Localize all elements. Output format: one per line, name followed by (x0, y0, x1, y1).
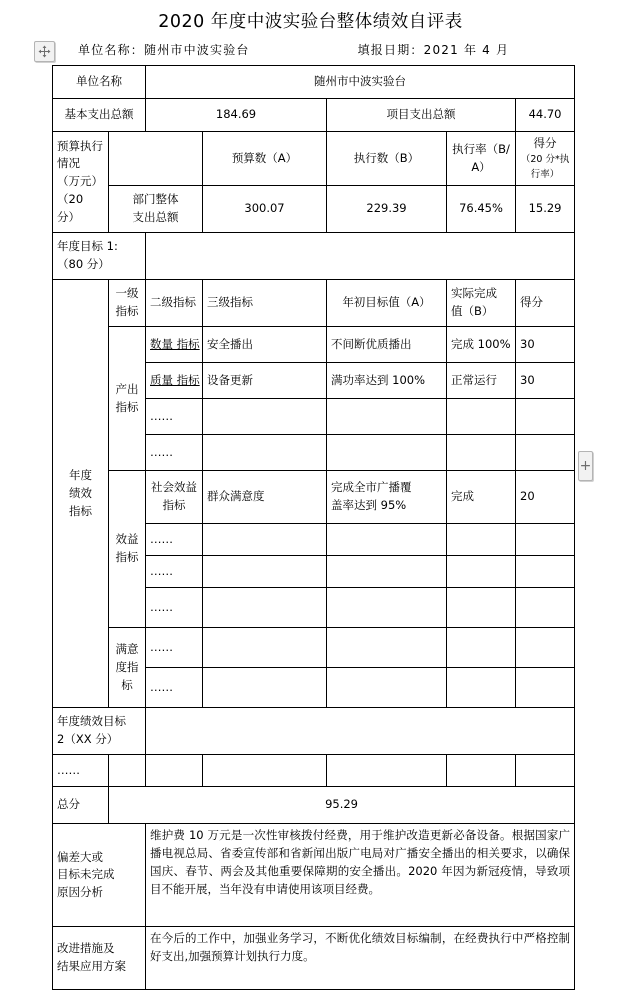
table-row-budget-exec-values (53, 186, 575, 233)
project-expense-label: 项目支出总额 (327, 99, 516, 132)
dept-total-expense-line2: 支出总额 (132, 210, 179, 225)
annual-performance-group-label (53, 280, 109, 708)
project-expense-value[interactable]: 44.70 (516, 99, 575, 132)
satisfaction-group-line2: 度指 (115, 659, 139, 674)
perf-group-line1: 年度 (69, 468, 92, 483)
benefit-row-2-level2[interactable]: …… (146, 524, 203, 556)
annual-target-1-content[interactable] (146, 233, 575, 280)
output-row-1-score[interactable]: 30 (516, 327, 575, 363)
execution-score-value[interactable]: 15.29 (516, 186, 575, 233)
benefit-row-2-actual[interactable] (447, 524, 516, 556)
benefit-row-3-level3[interactable] (203, 556, 327, 588)
benefit-row-2-target[interactable] (327, 524, 447, 556)
table-row-deviation-analysis (53, 824, 575, 927)
output-row-2-score[interactable]: 30 (516, 363, 575, 399)
benefit-row-4-actual[interactable] (447, 588, 516, 628)
benefit-row-1-level3[interactable]: 群众满意度 (203, 471, 327, 524)
insert-column-button[interactable] (578, 451, 593, 481)
benefit-row-1-target-line2: 盖率达到 95% (331, 498, 407, 513)
annual-target-2-line2: 2（XX 分） (57, 732, 119, 747)
satisfaction-row-2-score[interactable] (516, 668, 575, 708)
execution-rate-value[interactable]: 76.45% (447, 186, 516, 233)
benefit-row-3-actual[interactable] (447, 556, 516, 588)
output-row-2-level2[interactable]: 质量 指标 (146, 363, 203, 399)
basic-expense-value[interactable]: 184.69 (146, 99, 327, 132)
improvement-plan-label (53, 927, 146, 990)
benefit-row-1-level2[interactable] (146, 471, 203, 524)
ellipsis-row-cell-7[interactable] (516, 755, 575, 787)
satisfaction-row-1-score[interactable] (516, 628, 575, 668)
unit-name-value[interactable]: 随州市中波实验台 (146, 66, 575, 99)
perf-group-line2: 绩效 (69, 485, 92, 500)
unit-name-label: 单位名称 (53, 66, 146, 99)
annual-target-1-label (53, 233, 146, 280)
move-handle-icon (38, 45, 51, 58)
budget-amount-value[interactable]: 300.07 (203, 186, 327, 233)
table-row-total-score (53, 787, 575, 824)
benefit-group-line2: 指标 (115, 550, 139, 565)
deviation-analysis-text[interactable]: 维护费 10 万元是一次性审核拨付经费，用于维护改造更新必备设备。根据国家广播电视总局、省委宣传部和省新闻出版广电局对广播安全播出的相关要求，以确保国庆、春节、两会及其他重要保障期的安全播出。2020 年因为新冠疫情，导致项目不能开展，当年没有申请使用该项目经费。 (146, 824, 575, 927)
benefit-row-3-level2[interactable]: …… (146, 556, 203, 588)
satisfaction-row-2-level2[interactable]: …… (146, 668, 203, 708)
deviation-analysis-label (53, 824, 146, 927)
benefit-row-4-score[interactable] (516, 588, 575, 628)
annual-target-1-line1: 年度目标 1: (57, 239, 118, 254)
col-score-line1: 得分 (533, 136, 557, 150)
col-executed-amount: 执行数（B） (327, 132, 447, 186)
col-actual-value-line2: 值（B） (451, 304, 494, 319)
table-row-unit-name (53, 66, 575, 99)
satisfaction-row-1-target[interactable] (327, 628, 447, 668)
output-row-4-actual[interactable] (447, 435, 516, 471)
benefit-group-label (109, 471, 146, 628)
dept-total-expense-label (109, 186, 203, 233)
page-title: 2020 年度中波实验台整体绩效自评表 (158, 12, 463, 32)
annual-target-2-line1: 年度绩效目标 (57, 714, 126, 729)
benefit-row-1-score[interactable]: 20 (516, 471, 575, 524)
table-row-benefit-1 (53, 471, 575, 524)
table-row-output-1 (53, 327, 575, 363)
total-score-value[interactable]: 95.29 (109, 787, 575, 824)
output-row-3-level3[interactable] (203, 399, 327, 435)
table-row-indicator-headers (53, 280, 575, 327)
improvement-label-line2: 结果应用方案 (57, 959, 126, 974)
output-group-line1: 产出 (115, 381, 139, 396)
annual-target-1-line2: （80 分） (57, 257, 110, 272)
document-meta (0, 35, 621, 65)
budget-exec-label-line1: 预算执行情况 (57, 138, 103, 171)
output-row-1-level3[interactable]: 安全播出 (203, 327, 327, 363)
output-row-3-score[interactable] (516, 399, 575, 435)
basic-expense-label: 基本支出总额 (53, 99, 146, 132)
plus-icon: + (579, 458, 592, 474)
ellipsis-row-cell-6[interactable] (447, 755, 516, 787)
ellipsis-row-cell-3[interactable] (146, 755, 203, 787)
output-row-4-target[interactable] (327, 435, 447, 471)
benefit-row-4-level3[interactable] (203, 588, 327, 628)
col-execution-rate: 执行率（B/A） (447, 132, 516, 186)
ellipsis-row-cell-2[interactable] (109, 755, 146, 787)
performance-evaluation-table (52, 65, 575, 990)
col-level1-line1: 一级 (115, 286, 139, 301)
table-row-ellipsis (53, 755, 575, 787)
table-row-improvement-plan (53, 927, 575, 990)
col-level1-indicator (109, 280, 146, 327)
output-row-3-actual[interactable] (447, 399, 516, 435)
col-budget-amount: 预算数（A） (203, 132, 327, 186)
benefit-row-2-level3[interactable] (203, 524, 327, 556)
ellipsis-row-cell-5[interactable] (327, 755, 447, 787)
benefit-row-1-target-line1: 完成全市广播覆 (331, 480, 412, 495)
benefit-row-4-target[interactable] (327, 588, 447, 628)
col-initial-target-value: 年初目标值（A） (327, 280, 447, 327)
satisfaction-group-line1: 满意 (115, 642, 139, 657)
budget-exec-label-line3: （20 分） (57, 192, 84, 224)
report-date-meta: 填报日期：2021 年 4 月 (357, 43, 510, 57)
dept-total-expense-line1: 部门整体 (132, 192, 179, 207)
table-row-annual-target-2 (53, 708, 575, 755)
output-row-2-actual[interactable]: 正常运行 (447, 363, 516, 399)
satisfaction-row-2-level3[interactable] (203, 668, 327, 708)
ellipsis-row-label[interactable]: …… (53, 755, 109, 787)
satisfaction-group-line3: 标 (121, 677, 133, 692)
output-row-4-level2[interactable]: …… (146, 435, 203, 471)
output-row-2-target[interactable]: 满功率达到 100% (327, 363, 447, 399)
output-row-1-actual[interactable]: 完成 100% (447, 327, 516, 363)
satisfaction-row-2-actual[interactable] (447, 668, 516, 708)
table-row-annual-target-1 (53, 233, 575, 280)
annual-target-2-label (53, 708, 146, 755)
unit-name-meta: 单位名称：随州市中波实验台 (78, 43, 250, 57)
benefit-row-4-level2[interactable]: …… (146, 588, 203, 628)
benefit-row-1-target[interactable] (327, 471, 447, 524)
output-row-2-level3[interactable]: 设备更新 (203, 363, 327, 399)
output-row-3-target[interactable] (327, 399, 447, 435)
col-score-header (516, 132, 575, 186)
benefit-row-2-score[interactable] (516, 524, 575, 556)
benefit-row-3-score[interactable] (516, 556, 575, 588)
executed-amount-value[interactable]: 229.39 (327, 186, 447, 233)
col-indicator-score: 得分 (516, 280, 575, 327)
budget-exec-label-line2: （万元） (57, 174, 103, 189)
satisfaction-row-2-target[interactable] (327, 668, 447, 708)
deviation-label-line1: 偏差大或 (57, 849, 103, 864)
improvement-label-line1: 改进措施及 (57, 941, 115, 956)
benefit-row-3-target[interactable] (327, 556, 447, 588)
ellipsis-row-cell-4[interactable] (203, 755, 327, 787)
satisfaction-group-label (109, 628, 146, 708)
budget-exec-label (53, 132, 109, 233)
table-row-budget-exec-header (53, 132, 575, 186)
col-level3-indicator: 三级指标 (203, 280, 327, 327)
col-actual-value-line1: 实际完成 (451, 286, 497, 301)
benefit-row-1-level2-line1: 社会效益 (151, 480, 197, 495)
deviation-label-line2: 目标未完成 (57, 867, 115, 882)
table-move-handle[interactable] (34, 41, 55, 62)
output-row-3-level2[interactable]: …… (146, 399, 203, 435)
deviation-label-line3: 原因分析 (57, 885, 103, 900)
output-group-label (109, 327, 146, 471)
satisfaction-row-1-actual[interactable] (447, 628, 516, 668)
benefit-row-1-actual[interactable]: 完成 (447, 471, 516, 524)
total-score-label: 总分 (53, 787, 109, 824)
benefit-group-line1: 效益 (115, 532, 139, 547)
satisfaction-row-1-level3[interactable] (203, 628, 327, 668)
col-actual-value (447, 280, 516, 327)
output-row-4-score[interactable] (516, 435, 575, 471)
perf-group-line3: 指标 (69, 503, 92, 518)
annual-target-2-content[interactable] (146, 708, 575, 755)
benefit-row-1-level2-line2: 指标 (162, 498, 186, 513)
output-row-1-level2[interactable]: 数量 指标 (146, 327, 203, 363)
improvement-plan-text[interactable]: 在今后的工作中，加强业务学习，不断优化绩效目标编制，在经费执行中严格控制好支出,加强预算计划执行力度。 (146, 927, 575, 990)
output-group-line2: 指标 (115, 399, 139, 414)
satisfaction-row-1-level2[interactable]: …… (146, 628, 203, 668)
col-score-line2: （20 分*执行率） (520, 153, 570, 180)
table-row-satisfaction-1 (53, 628, 575, 668)
col-level1-line2: 指标 (115, 304, 139, 319)
col-level2-indicator: 二级指标 (146, 280, 203, 327)
budget-exec-blank-header (109, 132, 203, 186)
output-row-1-target[interactable]: 不间断优质播出 (327, 327, 447, 363)
table-row-expense-totals (53, 99, 575, 132)
output-row-4-level3[interactable] (203, 435, 327, 471)
